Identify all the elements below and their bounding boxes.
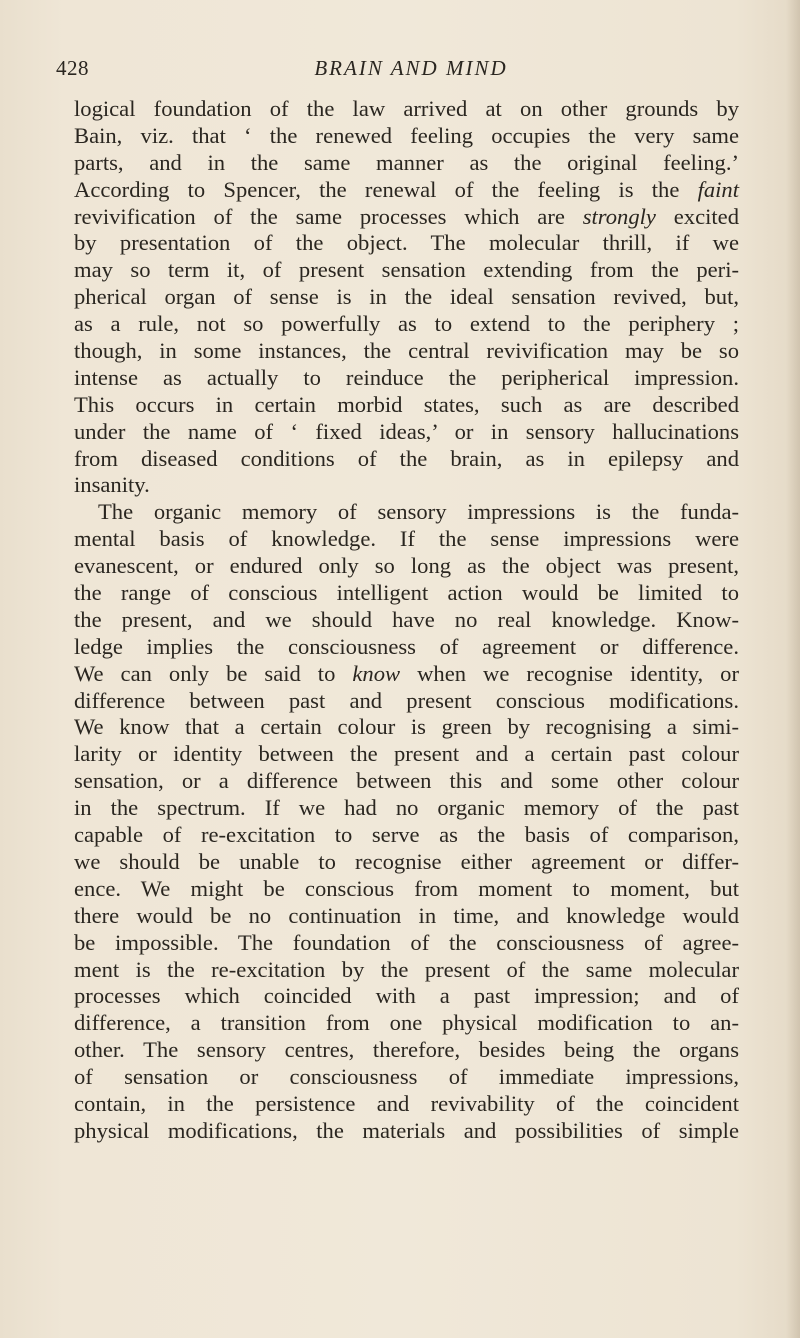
text-line: though, in some instances, the central revivification may be so [74,338,739,364]
text-line: in the spectrum. If we had no organic memory of the past [74,795,739,821]
emphasis-know: know [352,660,401,686]
text-line: contain, in the persistence and revivability of the coincident [74,1090,739,1116]
page-number: 428 [56,56,89,80]
text-line: the present, and we should have no real knowledge. Know- [74,606,739,632]
text-line-with-emphasis: revivification of the same processes which are strongly excited [74,203,739,229]
text-line: processes which coincided with a past impression; and of [74,983,739,1009]
text-line: ment is the re-excitation by the present of the same molecular [74,956,739,982]
text-line: by presentation of the object. The molecular thrill, if we [74,230,739,256]
text-line: evanescent, or endured only so long as the object was present, [74,553,739,579]
text-line: pherical organ of sense is in the ideal sensation revived, but, [74,284,739,310]
text-line: physical modifications, the materials and possibilities of simple [74,1117,739,1143]
text-line: the range of conscious intelligent action would be limited to [74,580,739,606]
text-line: ledge implies the consciousness of agreement or difference. [74,633,739,659]
text-line: may so term it, of present sensation extending from the peri- [74,257,739,283]
emphasis-faint: faint [697,176,739,202]
text-line: parts, and in the same manner as the original feeling.’ [74,149,739,175]
text-line: there would be no continuation in time, and knowledge would [74,902,739,928]
text-line: larity or identity between the present and a certain past colour [74,741,739,767]
paragraph-1 [74,96,739,499]
text-line: other. The sensory centres, therefore, besides being the organs [74,1037,739,1063]
emphasis-strongly: strongly [582,203,656,229]
text-line: difference, a transition from one physical modification to an- [74,1010,739,1036]
text-line: We know that a certain colour is green by recognising a simi- [74,714,739,740]
paragraph-2 [74,499,739,1144]
text-line: under the name of ‘ fixed ideas,’ or in sensory hallucinations [74,418,739,444]
text-line: mental basis of knowledge. If the sense impressions were [74,526,739,552]
text-line: from diseased conditions of the brain, as in epilepsy and [74,445,739,471]
text-line: of sensation or consciousness of immediate impressions, [74,1064,739,1090]
body-text [74,96,739,1145]
text-line: Bain, viz. that ‘ the renewed feeling occupies the very same [74,122,739,148]
page-edge-shadow [786,0,800,1338]
text-line: insanity. [74,472,150,498]
text-line: ence. We might be conscious from moment to moment, but [74,875,739,901]
text-line: capable of re-excitation to serve as the basis of comparison, [74,822,739,848]
text-line: intense as actually to reinduce the peripherical impression. [74,364,739,390]
text-line: sensation, or a difference between this and some other colour [74,768,739,794]
text-line-with-emphasis: According to Spencer, the renewal of the feeling is the faint [74,176,739,202]
text-line: This occurs in certain morbid states, such as are described [74,391,739,417]
text-line-with-emphasis: We can only be said to know when we recognise identity, or [74,660,740,686]
page-header [56,56,736,86]
text-line: difference between past and present conscious modifications. [74,687,739,713]
text-line: The organic memory of sensory impressions is the funda- [98,499,739,525]
text-line: logical foundation of the law arrived at on other grounds by [74,96,739,121]
text-line: be impossible. The foundation of the consciousness of agree- [74,929,739,955]
text-line: we should be unable to recognise either agreement or differ- [74,848,739,874]
text-line: as a rule, not so powerfully as to extend to the periphery ; [74,311,739,337]
running-head: BRAIN AND MIND [314,56,508,80]
